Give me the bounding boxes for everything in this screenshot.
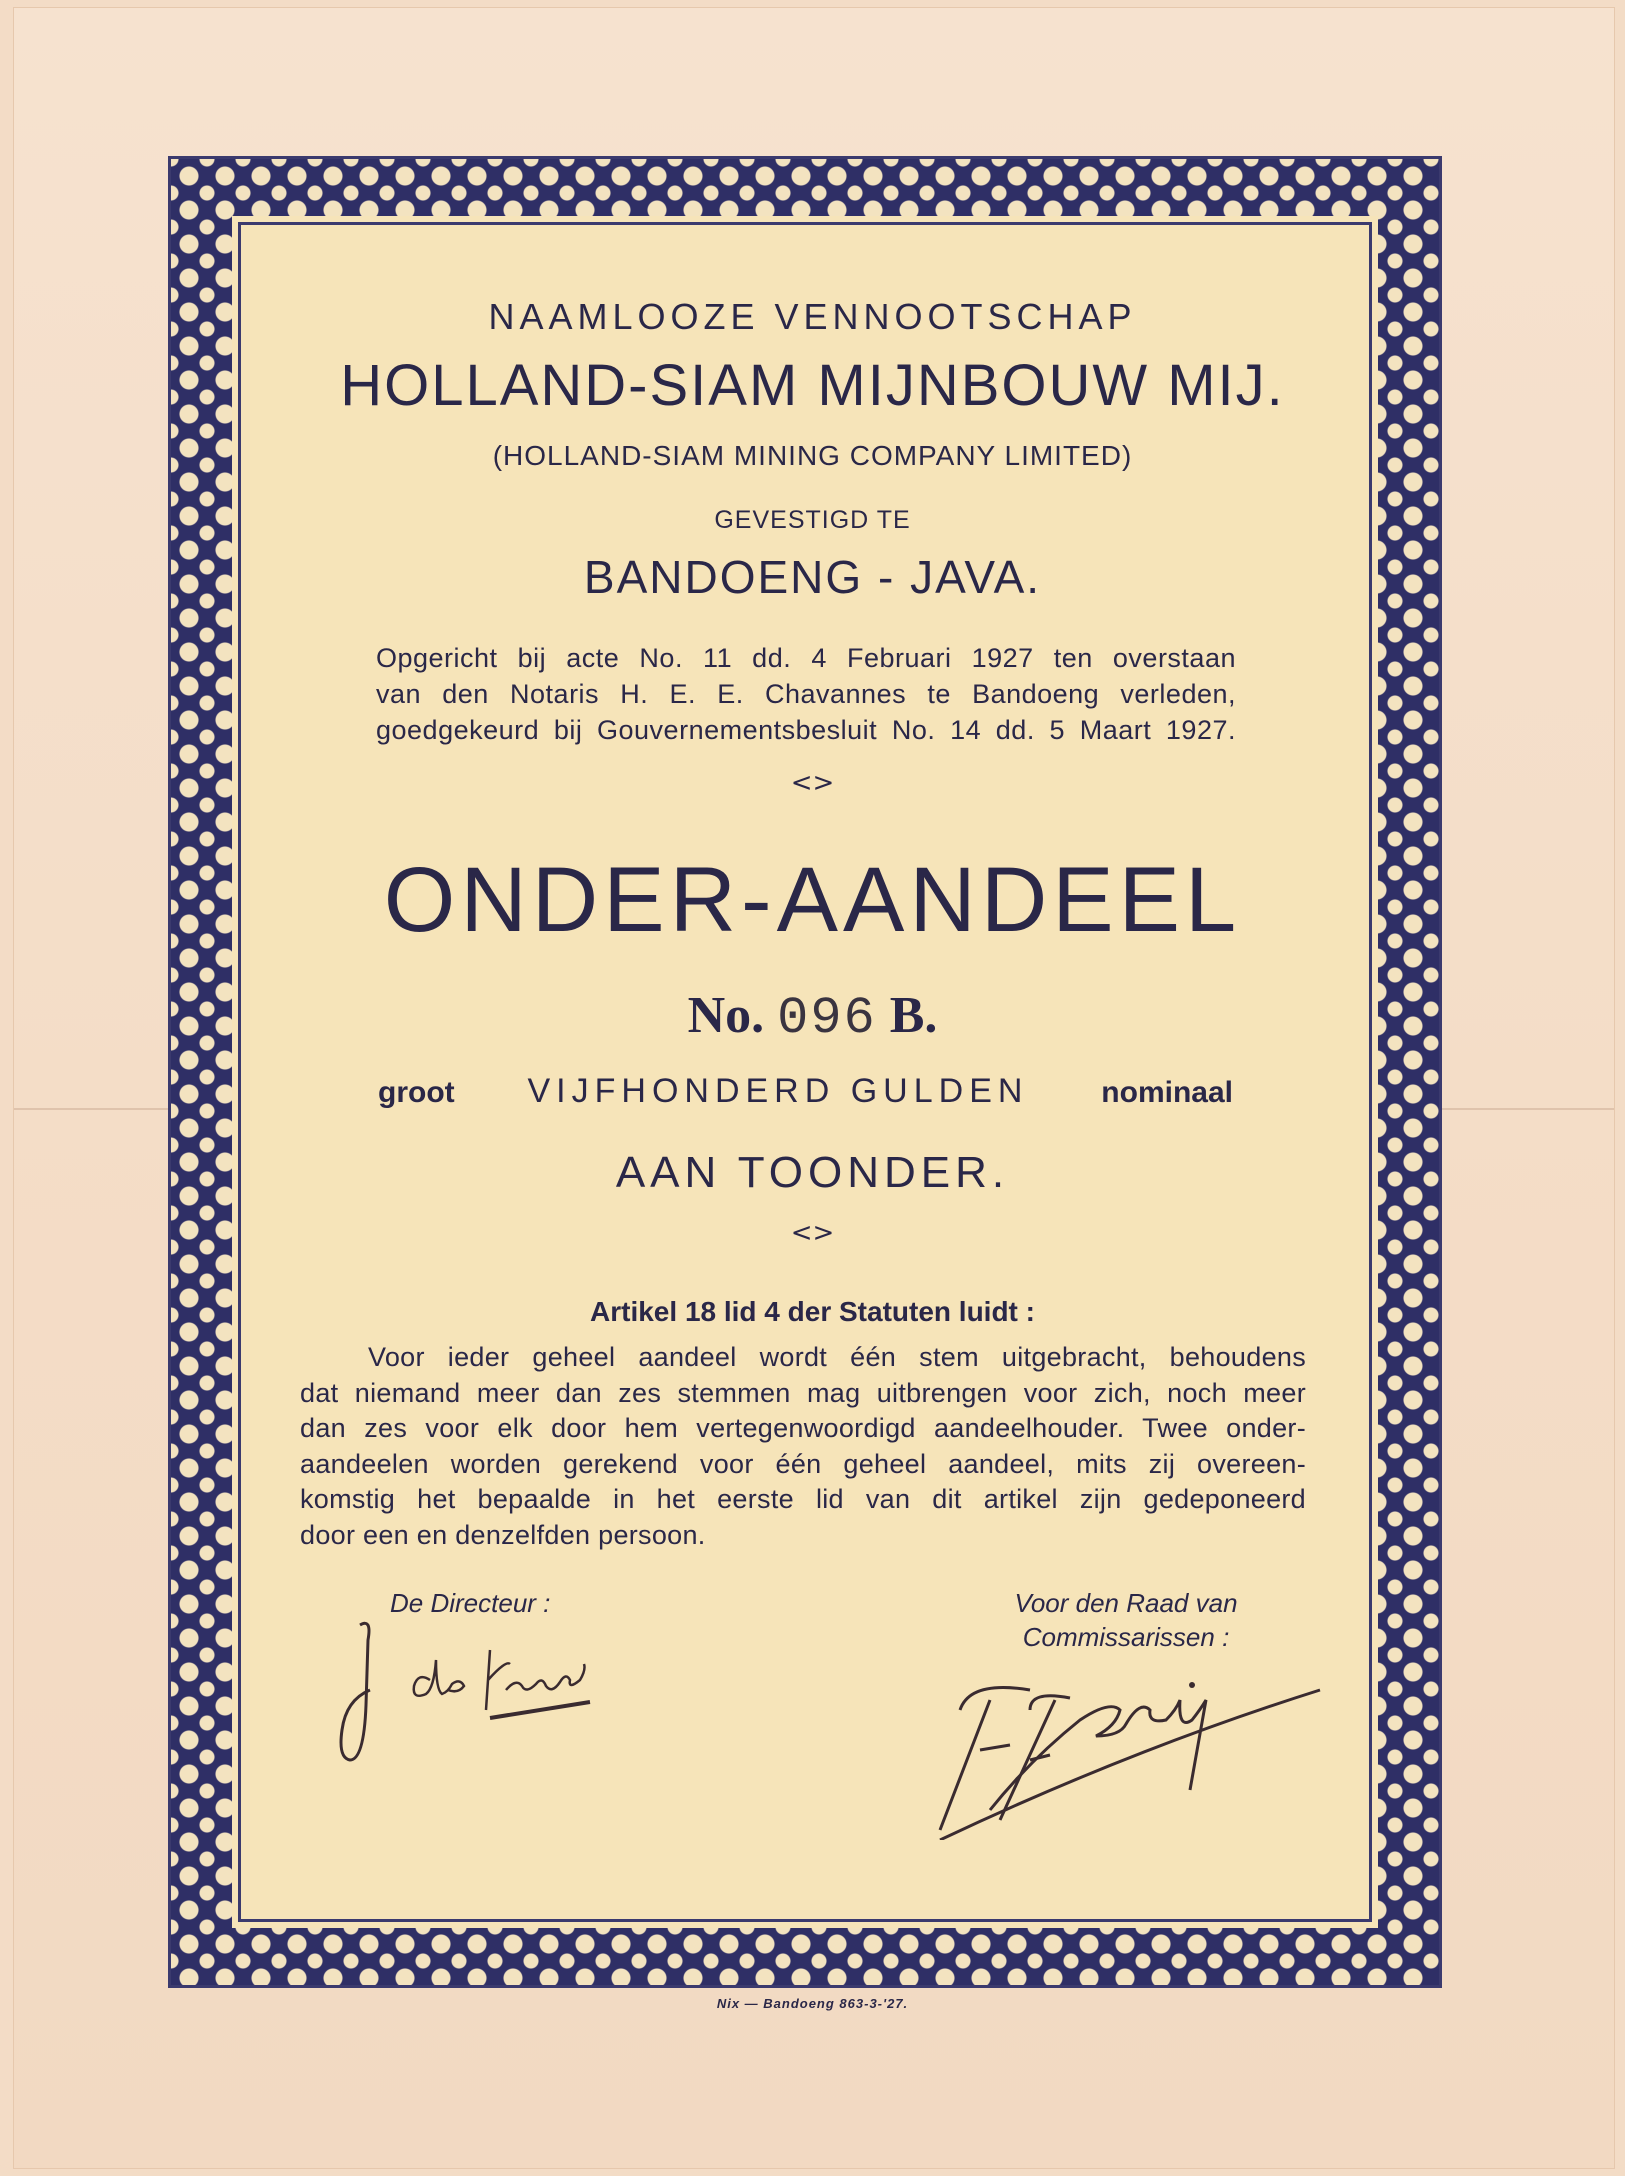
director-label: De Directeur : [390,1588,551,1618]
article-text [300,1340,1306,1553]
value-amount: VIJFHONDERD GULDEN [527,1072,1029,1110]
diamond-ornament-icon: <> [790,1218,835,1248]
board-label-line: Commissarissen : [1022,1622,1230,1652]
article-line: aandeelen worden gerekend voor één geheel aandeel, mits zij overeen- [300,1448,1306,1479]
company-name-english: (HOLLAND-SIAM MINING COMPANY LIMITED) [492,440,1133,471]
company-type: NAAMLOOZE VENNOOTSCHAP [488,296,1137,337]
certificate-number [0,986,1625,1048]
number-prefix: No. [687,987,765,1044]
board-signature [880,1640,1340,1840]
article-line: dat niemand meer dan zes stemmen mag uitbrengen voor zich, noch meer [300,1377,1306,1408]
number-suffix: B. [889,987,938,1044]
nominal-value-line [378,1072,1233,1111]
seat-label: GEVESTIGD TE [714,506,911,534]
director-signature [330,1620,630,1770]
bearer-text: AAN TOONDER. [615,1148,1010,1197]
value-suffix: nominaal [1101,1076,1233,1109]
number-value: 096 [777,989,877,1048]
board-label-line: Voor den Raad van [1014,1588,1238,1618]
article-line: dan zes voor elk door hem vertegenwoordigd aandeelhouder. Twee onder- [300,1413,1306,1443]
founding-line: van den Notaris H. E. E. Chavannes te Bandoeng verleden, [376,679,1236,709]
diamond-ornament-icon: <> [790,768,835,798]
founding-line: Opgericht bij acte No. 11 dd. 4 Februari 1927 ten overstaan [376,643,1236,673]
article-heading: Artikel 18 lid 4 der Statuten luidt : [590,1296,1035,1327]
printer-imprint: Nix — Bandoeng 863-3-'27. [716,1996,909,2011]
seat-location: BANDOENG - JAVA. [583,551,1042,603]
article-line: Voor ieder geheel aandeel wordt één stem uitgebracht, behoudens [368,1342,1306,1372]
founding-text [376,640,1236,748]
company-name: HOLLAND-SIAM MIJNBOUW MIJ. [340,353,1285,418]
founding-line: goedgekeurd bij Gouvernementsbesluit No. 14 dd. 5 Maart 1927. [376,715,1236,745]
article-line: door een en denzelfden persoon. [300,1519,706,1550]
value-prefix: groot [378,1076,455,1109]
certificate-title: ONDER-AANDEEL [383,849,1242,951]
article-line: komstig het bepaalde in het eerste lid van dit artikel zijn gedeponeerd [300,1484,1306,1514]
